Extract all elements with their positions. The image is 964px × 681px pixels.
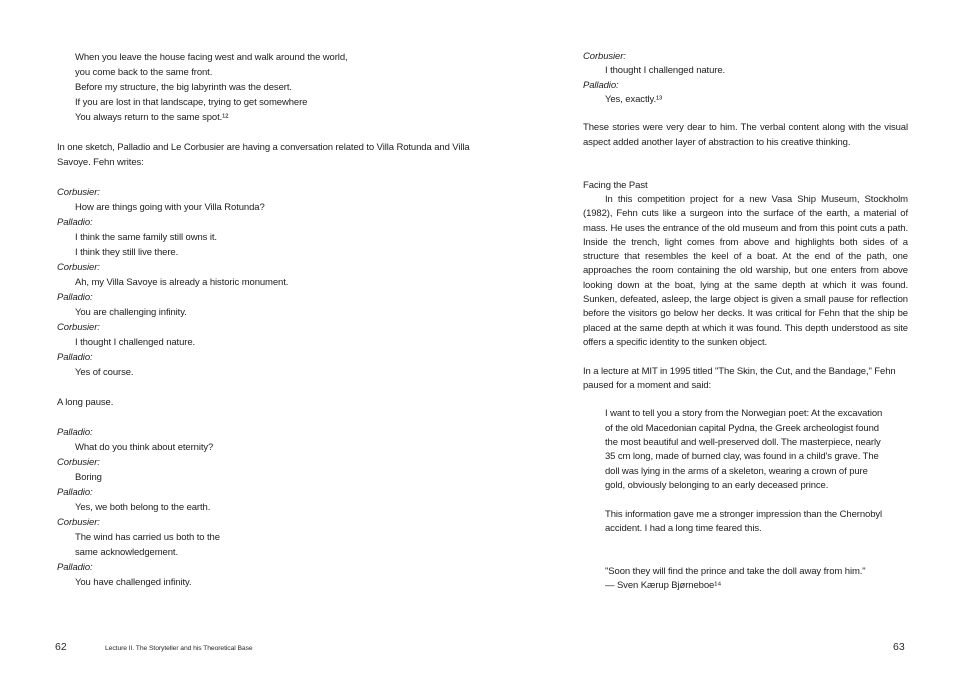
dialogue-turn <box>583 50 908 79</box>
dialogue-turn <box>57 215 472 260</box>
quote-line: the most beautiful and well-preserved doll. The masterpiece, nearly <box>605 437 881 449</box>
page-number-right: 63 <box>893 641 905 653</box>
dialogue-line: Yes, we both belong to the earth. <box>75 502 211 513</box>
verse-line: You always return to the same spot.¹² <box>75 112 229 123</box>
speaker-label: Palladio: <box>57 487 93 498</box>
dialogue-line: I thought I challenged nature. <box>75 337 196 348</box>
section-heading: Facing the Past <box>583 179 648 191</box>
dialogue-turn <box>57 560 472 590</box>
dialogue-line: same acknowledgement. <box>75 547 178 558</box>
dialogue-line: The wind has carried us both to the <box>75 532 220 543</box>
dialogue-line: Yes of course. <box>75 367 134 378</box>
dialogue-block <box>57 425 472 590</box>
quote-line: 35 cm long, made of burned clay, was found in a child's grave. The <box>605 451 879 463</box>
quote-line: accident. I had a long time feared this. <box>605 522 762 534</box>
paragraph: In one sketch, Palladio and Le Corbusier are having a conversation related to Villa Rotunda and Villa Savoye. Fehn writes: <box>57 142 470 168</box>
dialogue-turn <box>57 515 472 560</box>
dialogue-line: I think they still live there. <box>75 247 179 258</box>
speaker-label: Palladio: <box>57 217 93 228</box>
dialogue-turn <box>583 79 908 108</box>
dialogue-turn <box>57 485 472 515</box>
dialogue-line: You are challenging infinity. <box>75 307 187 318</box>
quote-line: — Sven Kærup Bjørneboe¹⁴ <box>605 579 722 591</box>
dialogue-line: What do you think about eternity? <box>75 442 214 453</box>
quote-line: of the old Macedonian capital Pydna, the Greek archeologist found <box>605 422 879 434</box>
speaker-label: Palladio: <box>57 427 93 438</box>
quote-line: I want to tell you a story from the Norwegian poet: At the excavation <box>605 408 883 420</box>
quote-line: doll was lying in the arms of a skeleton, wearing a crown of pure <box>605 465 868 477</box>
speaker-label: Corbusier: <box>57 322 100 333</box>
verse-block <box>75 50 472 125</box>
verse-line: Before my structure, the big labyrinth was the desert. <box>75 82 292 93</box>
dialogue-turn <box>57 185 472 215</box>
paragraph: In a lecture at MIT in 1995 titled "The Skin, the Cut, and the Bandage," Fehn paused for a moment and said: <box>583 365 896 391</box>
quote-line: This information gave me a stronger impression than the Chernobyl <box>605 508 883 520</box>
dialogue-block <box>57 185 472 380</box>
quote-block <box>605 407 908 493</box>
dialogue-turn <box>57 350 472 380</box>
paragraph: In this competition project for a new Vasa Ship Museum, Stockholm (1982), Fehn cuts like a surgeon into the surface of the earth, a material of mass. He uses the entrance of the old museum and from this point cuts a path. Inside the trench, light comes from above and highlights both sides of a structure that resembles the keel of a boat. At the end of the path, one approaches the room containing the old warship, but one enters from above looking down at the boat, lying at the same depth at which it was found. Sunken, defeated, asleep, the large object is given a small pause for reflection before the visitors go below her decks. It was critical for Fehn that the ship be placed at the same depth at which it was found. This depth understood as site offers a specific identity to the sunken object. <box>583 193 908 348</box>
right-page-text-column <box>583 50 908 593</box>
verse-line: When you leave the house facing west and walk around the world, <box>75 52 348 63</box>
quote-block <box>605 565 908 594</box>
paragraph: These stories were very dear to him. The verbal content along with the visual aspect added another layer of abstraction to his creative thinking. <box>583 122 908 148</box>
dialogue-line: I think the same family still owns it. <box>75 232 217 243</box>
speaker-label: Palladio: <box>57 292 93 303</box>
dialogue-turn <box>57 260 472 290</box>
dialogue-line: How are things going with your Villa Rotunda? <box>75 202 265 213</box>
speaker-label: Corbusier: <box>583 51 626 62</box>
verse-line: If you are lost in that landscape, trying to get somewhere <box>75 97 308 108</box>
speaker-label: Corbusier: <box>57 517 100 528</box>
dialogue-block <box>583 50 908 107</box>
dialogue-line: Boring <box>75 472 102 483</box>
dialogue-turn <box>57 425 472 455</box>
speaker-label: Palladio: <box>583 79 619 91</box>
running-footer: Lecture II. The Storyteller and his Theoretical Base <box>105 645 253 652</box>
dialogue-turn <box>57 290 472 320</box>
speaker-label: Palladio: <box>57 352 93 363</box>
quote-block <box>605 508 908 551</box>
speaker-label: Corbusier: <box>57 187 100 198</box>
dialogue-turn <box>57 455 472 485</box>
dialogue-line: You have challenged infinity. <box>75 577 192 588</box>
quote-line <box>605 536 908 550</box>
speaker-label: Corbusier: <box>57 457 100 468</box>
dialogue-turn <box>57 320 472 350</box>
page-number-left: 62 <box>55 641 67 653</box>
dialogue-line: Ah, my Villa Savoye is already a historic monument. <box>75 277 289 288</box>
verse-line: you come back to the same front. <box>75 67 213 78</box>
paragraph: A long pause. <box>57 397 114 408</box>
quote-line: gold, obviously belonging to an early deceased prince. <box>605 479 829 491</box>
quote-line: "Soon they will find the prince and take the doll away from him." <box>605 565 866 577</box>
speaker-label: Palladio: <box>57 562 93 573</box>
left-page-text-column <box>57 50 472 590</box>
dialogue-line: I thought I challenged nature. <box>605 65 726 77</box>
speaker-label: Corbusier: <box>57 262 100 273</box>
dialogue-line: Yes, exactly.¹³ <box>605 93 663 105</box>
